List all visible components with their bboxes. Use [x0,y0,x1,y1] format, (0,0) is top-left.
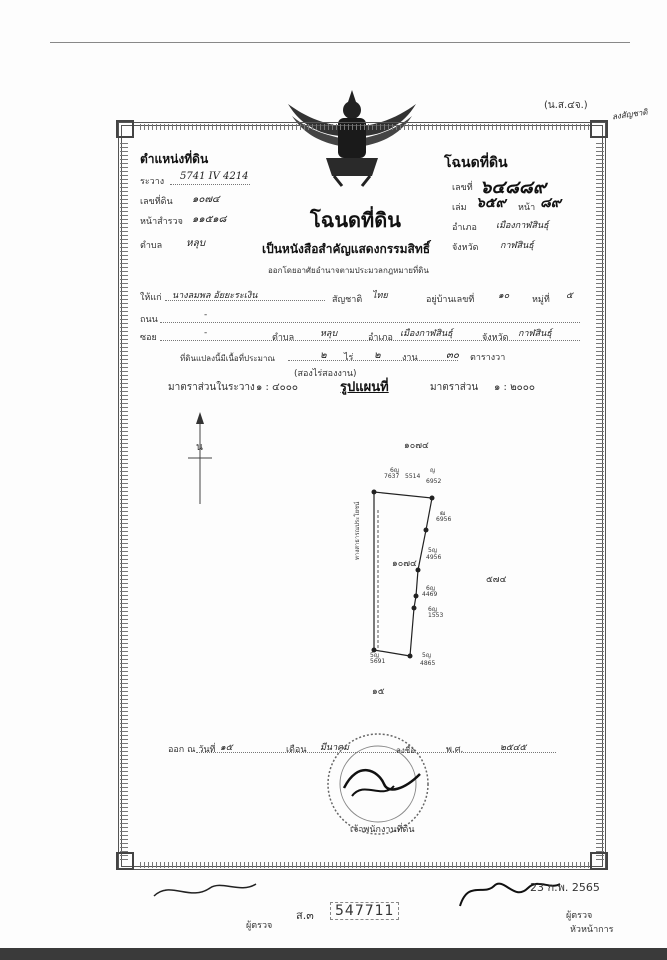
stamp-text: ลงชื่อ [396,746,416,755]
tambon-value: หลุบ [186,238,206,249]
month-label: เดือน [286,745,307,755]
owner-name: นางลมพล อัยยะระเงิน [172,291,258,301]
province-label: จังหวัด [452,243,479,253]
area-ngan: ๒ [374,350,381,361]
scan-edge [0,948,667,960]
marker-point [412,606,417,611]
map-bottom-label: ๑๕ [372,687,385,697]
map-parcel-top: ๑๐๗๔ [404,441,429,451]
bottom-right-a: ผู้ตรวจ [566,911,593,921]
map-point-5-code: 6ญ [426,585,435,592]
moo-value: ๕ [566,291,573,301]
soi-line [160,340,580,341]
year-value: ๒๕๔๕ [500,743,527,753]
frame-pattern-top [140,124,590,130]
book-value: ๖๕๙ [476,195,506,211]
map-point-3-num: 6956 [436,516,452,523]
frame-corner-br [590,852,608,870]
map-label: รูปแผนที่ [340,380,389,395]
year-label: พ.ศ. [446,745,464,755]
soi-label: ซอย [140,333,157,343]
deed-no-value: ๖๔๘๘๙ [480,177,547,198]
parcel-label: เลขที่ดิน [140,197,173,207]
owner-line [165,300,325,301]
map-point-7-code: 5ญ [422,652,431,659]
house-no-label: อยู่บ้านเลขที่ [426,295,475,305]
bottom-right-date: 23 ก.พ. 2565 [530,881,600,894]
moo-label: หมู่ที่ [532,295,550,305]
bottom-code-label: ส.๓ [296,909,314,922]
month-value: มีนาคม [320,743,350,753]
rai-label: ไร่ [344,353,354,363]
tambon-label: ตำบล [140,241,163,251]
parcel-boundary [374,492,432,656]
parcel-value: ๑๐๗๔ [192,194,220,205]
map-point-0-num: 7637 [384,473,400,480]
book-label: เล่ม [452,203,467,213]
nationality-label: สัญชาติ [332,295,363,305]
area-line [288,360,458,361]
road-line [160,322,580,323]
scale-left-label: มาตราส่วนในระวาง [168,382,255,393]
side-note: ลงสัญชาติ [611,107,649,122]
bottom-left-label: ผู้ตรวจ [246,921,273,931]
frame-corner-tr [590,120,608,138]
map-point-0-code: 6ญ [390,467,399,474]
serial-number: 547711 [330,902,399,920]
map-point-2-code: ญ [430,467,436,474]
issuer-line: ออกโดยอาศัยอำนาจตามประมวลกฎหมายที่ดิน [268,266,429,275]
form-code: (น.ส.๔จ.) [544,100,588,111]
map-point-1-num: 5514 [405,473,421,480]
page-label: หน้า [518,203,536,213]
north-label: น [196,442,203,453]
officer-label: เจ้าพนักงานที่ดิน [350,825,415,835]
map-parcel-right: ๕๗๔ [486,575,507,585]
amphoe2-value: เมืองกาฬสินธุ์ [400,329,453,339]
left-signature-icon [150,872,260,908]
area-rai: ๒ [320,350,327,361]
road-side-label: ทางสาธารณประโยชน์ [354,501,361,560]
amphoe-label: อำเภอ [452,223,477,233]
area-label: ที่ดินแปลงนี้มีเนื้อที่ประมาณ [180,354,275,363]
deed-title: โฉนดที่ดิน [310,208,401,232]
map-point-4-code: 5ญ [428,547,437,554]
house-no-value: ๑๐ [498,291,510,301]
map-point-6-num: 1553 [428,612,444,619]
deed-no-label: เลขที่ [452,183,473,193]
amphoe2-label: อำเภอ [368,333,393,343]
tambon2-label: ตำบล [272,333,295,343]
issued-day: ๑๕ [220,743,233,753]
wa-label: ตารางวา [470,353,506,363]
position-label: ตำแหน่งที่ดิน [140,152,209,166]
province-value: กาฬสินธุ์ [500,241,534,251]
marker-point [430,496,435,501]
ravang-line [170,184,250,185]
area-note: (สองไร่สองงาน) [294,369,357,379]
map-point-8-code: 5ญ [370,652,379,659]
province2-label: จังหวัด [482,333,509,343]
deed-subtitle: เป็นหนังสือสำคัญแสดงกรรมสิทธิ์ [262,242,431,256]
heading-right: โฉนดที่ดิน [444,155,508,171]
marker-point [372,490,377,495]
road-label: ถนน [140,315,158,325]
ravang-value: 5741 IV 4214 [180,171,249,182]
area-wa: ๓๐ [446,350,459,361]
frame-corner-tl [116,120,134,138]
survey-label: หน้าสำรวจ [140,217,183,227]
soi-value: - [204,328,208,338]
province2-value: กาฬสินธุ์ [518,329,552,339]
issued-label: ออก ณ วันที่ [168,745,216,755]
frame-pattern-left [120,140,128,860]
tambon2-value: หลุบ [320,329,338,339]
map-point-4-num: 4956 [426,554,442,561]
marker-point [414,594,419,599]
parcel-map [360,470,480,670]
bottom-right-b: หัวหน้าการ [570,925,614,935]
amphoe-value: เมืองกาฬสินธุ์ [496,221,549,231]
survey-value: ๑๑๕๑๘ [192,214,227,225]
page-value: ๘๙ [540,195,562,211]
scale-right-value: ๑ : ๒๐๐๐ [494,382,535,393]
map-point-3-code: ฒ [440,510,446,517]
road-value: - [204,310,208,320]
map-point-7-num: 4865 [420,660,436,667]
owner-prefix: ให้แก่ [140,293,162,303]
map-point-5-num: 4469 [422,591,438,598]
map-point-2-num: 6952 [426,478,442,485]
north-arrow-icon [188,410,212,506]
ngan-label: งาน [402,353,418,363]
scale-left-value: ๑ : ๔๐๐๐ [256,382,298,393]
frame-pattern-right [596,140,604,860]
marker-point [408,654,413,659]
scale-right-label: มาตราส่วน [430,382,479,393]
marker-point [424,528,429,533]
map-point-6-code: 6ญ [428,606,437,613]
map-point-8-num: 5691 [370,658,386,665]
map-parcel-center: ๑๐๗๔ [392,559,417,569]
scan-top-rule [50,42,630,43]
frame-corner-bl [116,852,134,870]
nationality-value: ไทย [372,291,388,301]
ravang-label: ระวาง [140,177,165,187]
